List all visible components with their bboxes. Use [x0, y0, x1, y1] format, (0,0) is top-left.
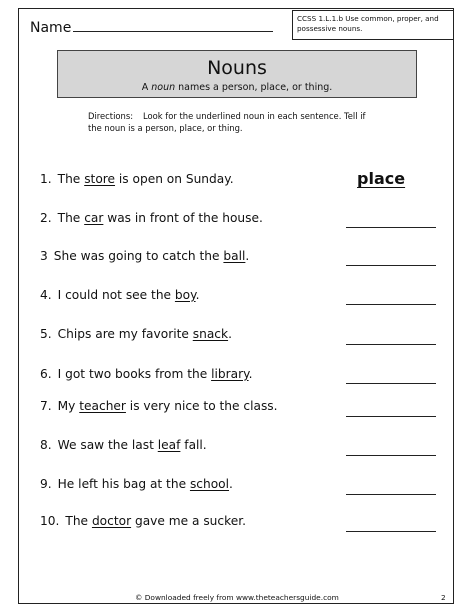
sentence-text-before: The — [57, 172, 85, 186]
answer-blank-9 — [346, 493, 436, 495]
directions-label: Directions: — [88, 111, 134, 121]
sentence-number: 3 — [40, 249, 48, 263]
sentence-number: 5. — [40, 327, 52, 341]
underlined-noun: teacher — [79, 399, 126, 413]
ccss-line-2: possessive nouns. — [297, 24, 363, 33]
sentence-text-before: The — [57, 211, 85, 225]
sentence-number: 9. — [40, 477, 52, 491]
sentence-item-9 — [40, 477, 233, 491]
sentence-number: 8. — [40, 438, 52, 452]
sentence-item-2 — [40, 211, 263, 225]
subtitle-suffix: names a person, place, or thing. — [175, 82, 333, 93]
sentence-item-1 — [40, 172, 234, 186]
sentence-item-6 — [40, 367, 252, 381]
directions — [88, 110, 418, 134]
sentence-item-4 — [40, 288, 199, 302]
directions-text-1: Look for the underlined noun in each sentence. Tell if — [143, 111, 366, 121]
sentence-text-after: . — [248, 367, 253, 381]
sentence-text-after: . — [229, 477, 233, 491]
sentence-text-before: I could not see the — [57, 288, 175, 302]
ccss-line-1: CCSS 1.L.1.b Use common, proper, and — [297, 14, 439, 23]
sentence-text-after: was in front of the house. — [103, 211, 263, 225]
answer-1-text: place — [357, 169, 406, 188]
underlined-noun: snack — [192, 327, 229, 341]
sentence-text-before: I got two books from the — [57, 367, 212, 381]
underlined-noun: car — [84, 211, 104, 225]
underlined-noun: library — [211, 367, 249, 381]
sentence-text-before: Chips are my favorite — [57, 327, 193, 341]
sentence-number: 4. — [40, 288, 52, 302]
page-subtitle — [57, 82, 417, 93]
name-field — [30, 18, 273, 36]
footer-credit: © Downloaded freely from www.theteachersguide.com — [135, 593, 339, 602]
sentence-number: 10. — [40, 514, 60, 528]
ccss-standard-box — [292, 10, 454, 40]
page-title: Nouns — [207, 57, 267, 79]
sentence-text-after: is open on Sunday. — [115, 172, 234, 186]
answer-blank-6 — [346, 382, 436, 384]
underlined-noun: doctor — [91, 514, 132, 528]
answer-blank-10 — [346, 530, 436, 532]
answer-blank-2 — [346, 226, 436, 228]
sentence-item-3 — [40, 249, 249, 263]
sentence-text-after: . — [245, 249, 250, 263]
underlined-noun: leaf — [157, 438, 181, 452]
sentence-text-after: . — [195, 288, 200, 302]
directions-line-1 — [88, 110, 418, 122]
underlined-noun: boy — [174, 288, 196, 302]
sentence-item-8 — [40, 438, 207, 452]
subtitle-italic-word: noun — [151, 82, 176, 93]
name-blank-line — [73, 18, 273, 32]
name-label: Name — [30, 20, 72, 36]
sentence-text-before: He left his bag at the — [57, 477, 190, 491]
underlined-noun: school — [189, 477, 230, 491]
sentence-number: 1. — [40, 172, 52, 186]
sentence-text-before: The — [65, 514, 92, 528]
answer-blank-8 — [346, 454, 436, 456]
directions-line-2: the noun is a person, place, or thing. — [88, 123, 243, 133]
sentence-item-10 — [40, 514, 246, 528]
sentence-number: 7. — [40, 399, 52, 413]
sentence-text-after: is very nice to the class. — [125, 399, 278, 413]
sentence-text-after: gave me a sucker. — [131, 514, 246, 528]
underlined-noun: store — [84, 172, 116, 186]
answer-blank-5 — [346, 343, 436, 345]
underlined-noun: ball — [223, 249, 246, 263]
sentence-text-after: fall. — [180, 438, 207, 452]
sentence-number: 6. — [40, 367, 52, 381]
sentence-text-after: . — [228, 327, 232, 341]
subtitle-prefix: A — [141, 82, 152, 93]
page-number: 2 — [441, 593, 446, 602]
sentence-number: 2. — [40, 211, 52, 225]
answer-blank-4 — [346, 303, 436, 305]
sentence-text-before: We saw the last — [57, 438, 158, 452]
sentence-item-5 — [40, 327, 232, 341]
sentence-item-7 — [40, 399, 278, 413]
sentence-text-before: She was going to catch the — [53, 249, 224, 263]
answer-blank-7 — [346, 415, 436, 417]
sentence-text-before: My — [57, 399, 80, 413]
answer-blank-3 — [346, 264, 436, 266]
